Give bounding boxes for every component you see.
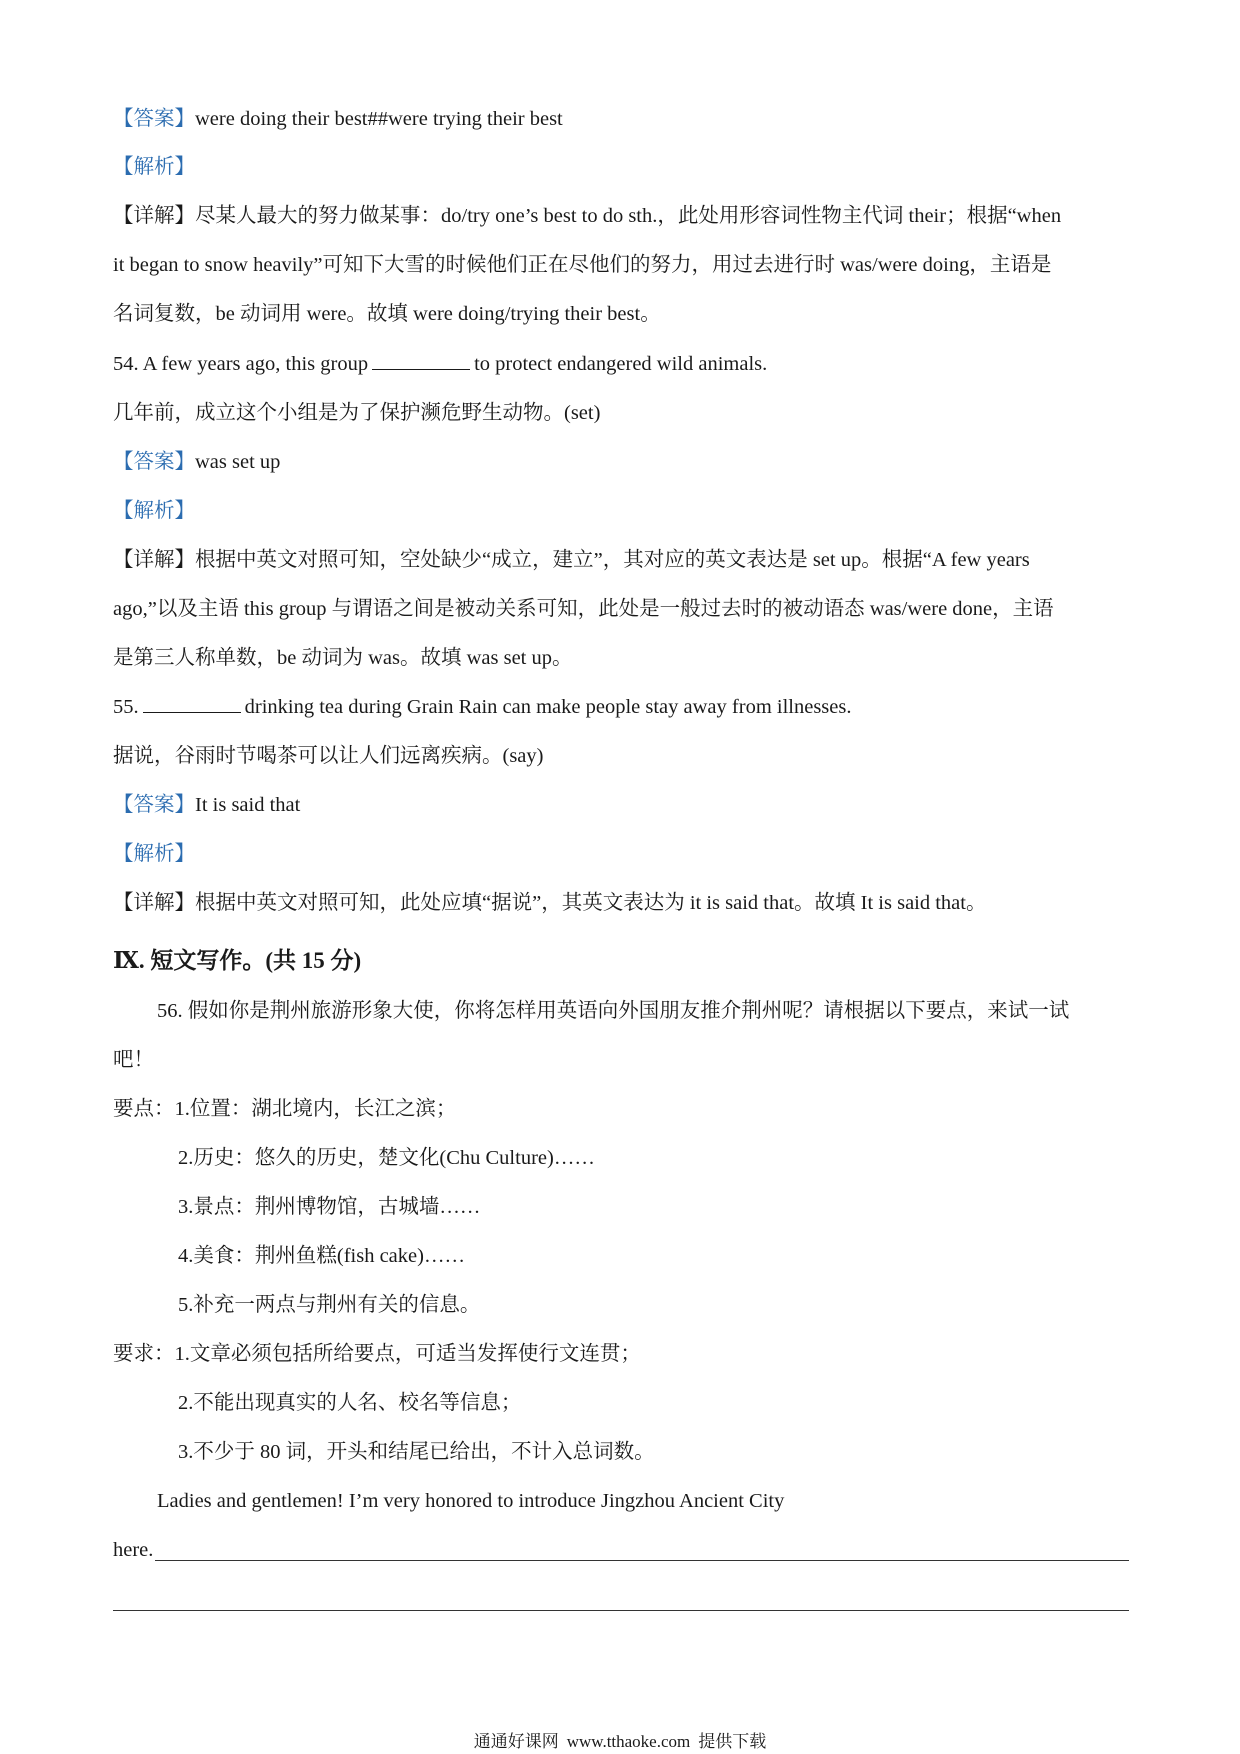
point-item: 2.历史：悠久的历史，楚文化(Chu Culture)…… [178, 1147, 595, 1169]
answer-text: It is said that [195, 794, 301, 816]
footer-url[interactable]: www.tthaoke.com [566, 1732, 691, 1751]
stem-part2: drinking tea during Grain Rain can make people stay away from illnesses. [244, 696, 852, 718]
detail-line-54-3: 是第三人称单数，be 动词为 was。故填 was set up。 [113, 647, 573, 669]
detail-tag: 【详解】 [113, 549, 195, 571]
detail-line-53-2: it began to snow heavily”可知下大雪的时候他们正在尽他们的努力，用过去进行时 was/were doing，主语是 [113, 254, 1052, 276]
analysis-line-53 [113, 153, 195, 181]
detail-line-53-1 [113, 202, 1061, 230]
requirement-item: 1.文章必须包括所给要点，可适当发挥使行文连贯； [174, 1343, 641, 1365]
analysis-line-55 [113, 840, 195, 868]
footer-site-name: 通通好课网 [473, 1732, 559, 1751]
answer-tag: 【答案】 [113, 108, 195, 130]
analysis-line-54 [113, 497, 195, 525]
question-54-chinese: 几年前，成立这个小组是为了保护濒危野生动物。(set) [113, 402, 601, 424]
points-line-1 [113, 1095, 456, 1123]
detail-text: 根据中英文对照可知，空处缺少“成立，建立”，其对应的英文表达是 set up。根据“A few years [195, 549, 1030, 571]
detail-tag: 【详解】 [113, 892, 195, 914]
question-56-prompt-1: 56. 假如你是荆州旅游形象大使，你将怎样用英语向外国朋友推介荆州呢？请根据以下要点，来试一试 [157, 1000, 1070, 1022]
detail-text: 尽某人最大的努力做某事：do/try one’s best to do sth.，此处用形容词性物主代词 their；根据“when [195, 205, 1062, 227]
analysis-tag: 【解析】 [113, 500, 195, 522]
requirements-line-1 [113, 1340, 641, 1368]
requirement-item: 2.不能出现真实的人名、校名等信息； [178, 1392, 522, 1414]
detail-line-55-1 [113, 889, 986, 917]
answer-tag: 【答案】 [113, 451, 195, 473]
stem-number: 55. [113, 696, 139, 718]
answer-tag: 【答案】 [113, 794, 195, 816]
analysis-tag: 【解析】 [113, 156, 195, 178]
points-label: 要点： [113, 1098, 175, 1120]
writing-line [113, 1610, 1129, 1611]
question-55-stem [113, 693, 851, 721]
requirement-item: 3.不少于 80 词，开头和结尾已给出，不计入总词数。 [178, 1441, 655, 1463]
stem-part1: 54. A few years ago, this group [113, 353, 369, 375]
page-footer [0, 1727, 1240, 1752]
detail-line-53-3: 名词复数，be 动词用 were。故填 were doing/trying their best。 [113, 303, 661, 325]
point-item: 4.美食：荆州鱼糕(fish cake)…… [178, 1245, 465, 1267]
opening-line-1: Ladies and gentlemen! I’m very honored to introduce Jingzhou Ancient City [157, 1490, 785, 1512]
question-56-prompt-2: 吧！ [113, 1049, 154, 1071]
answer-blank [372, 351, 470, 370]
detail-text: 根据中英文对照可知，此处应填“据说”，其英文表达为 it is said that。故填 It is said that。 [195, 892, 987, 914]
answer-line-54 [113, 448, 280, 476]
detail-line-54-1 [113, 546, 1030, 574]
detail-tag: 【详解】 [113, 205, 195, 227]
stem-part2: to protect endangered wild animals. [474, 353, 768, 375]
section-title: Ⅸ. 短文写作。(共 15 分) [113, 948, 362, 973]
question-54-stem [113, 350, 767, 378]
answer-line-53 [113, 105, 563, 133]
point-item: 1.位置：湖北境内，长江之滨； [174, 1098, 457, 1120]
point-item: 5.补充一两点与荆州有关的信息。 [178, 1294, 481, 1316]
opening-line-2: here. [113, 1539, 154, 1561]
answer-text: was set up [195, 451, 281, 473]
question-55-chinese: 据说，谷雨时节喝茶可以让人们远离疾病。(say) [113, 745, 544, 767]
writing-line [155, 1560, 1129, 1561]
answer-line-55 [113, 791, 300, 819]
analysis-tag: 【解析】 [113, 843, 195, 865]
requirements-label: 要求： [113, 1343, 175, 1365]
detail-line-54-2: ago,”以及主语 this group 与谓语之间是被动关系可知，此处是一般过去时的被动语态 was/were done，主语 [113, 598, 1054, 620]
answer-blank [143, 694, 241, 713]
answer-text: were doing their best##were trying their best [195, 108, 563, 130]
point-item: 3.景点：荆州博物馆，古城墙…… [178, 1196, 481, 1218]
footer-suffix: 提供下载 [698, 1732, 767, 1751]
